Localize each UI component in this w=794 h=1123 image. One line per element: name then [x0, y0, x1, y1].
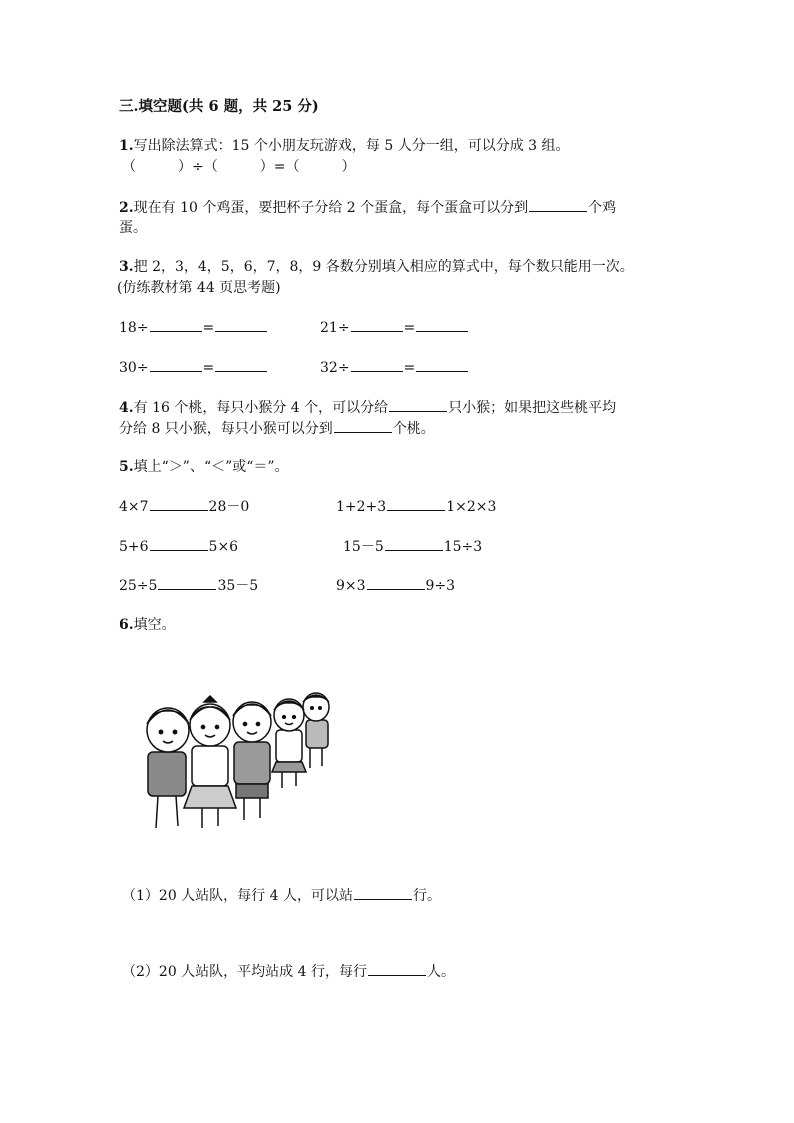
q4-stem-c: 分给 8 只小猴，每只小猴可以分到 — [119, 421, 333, 437]
q4-answer-blank-2[interactable] — [334, 418, 392, 433]
q5-item-3-blank[interactable] — [150, 536, 208, 551]
q3-item-3-blank-a[interactable] — [150, 357, 202, 372]
q5-item-6-left: 9×3 — [336, 578, 366, 594]
q1-text — [119, 136, 570, 156]
q5-text — [119, 457, 289, 477]
q3-text — [119, 257, 634, 277]
q3-item-4-eq: = — [403, 360, 416, 376]
q3-item-2 — [320, 317, 469, 338]
q6-text — [119, 615, 176, 635]
q5-item-4-right: 15÷3 — [443, 539, 483, 555]
q5-item-6 — [336, 575, 455, 596]
q5-item-1-blank[interactable] — [150, 496, 208, 511]
q6-sub1 — [122, 885, 441, 906]
q3-item-1 — [119, 317, 268, 338]
q6-sub2-stem-a: （2）20 人站队，平均站成 4 行，每行 — [122, 964, 367, 980]
child-1 — [147, 708, 189, 828]
q3-item-3-blank-b[interactable] — [215, 357, 267, 372]
q2-stem-c: 蛋。 — [119, 220, 147, 236]
q6-sub2 — [122, 961, 455, 982]
q5-item-4-blank[interactable] — [385, 536, 443, 551]
q5-item-2 — [336, 496, 496, 517]
q4-stem-b: 只小猴；如果把这些桃平均 — [448, 400, 617, 416]
q5-item-3-right: 5×6 — [208, 539, 239, 555]
q3-item-2-left: 21÷ — [320, 320, 350, 336]
q5-item-5-right: 35－5 — [217, 578, 259, 594]
q3-number: 3. — [119, 259, 134, 275]
q3-item-1-eq: = — [202, 320, 215, 336]
q6-sub1-stem-b: 行。 — [412, 888, 441, 904]
children-queue-illustration — [138, 690, 343, 840]
q3-item-4-blank-a[interactable] — [351, 357, 403, 372]
child-3 — [233, 702, 271, 820]
q6-sub1-stem-a: （1）20 人站队，每行 4 人，可以站 — [122, 888, 353, 904]
q6-stem: 填空。 — [133, 617, 176, 633]
q3-item-2-blank-b[interactable] — [416, 317, 468, 332]
section-title: 三.填空题(共 6 题，共 25 分) — [119, 98, 319, 115]
q1-stem: 写出除法算式：15 个小朋友玩游戏，每 5 人分一组，可以分成 3 组。 — [133, 138, 570, 154]
q2-text — [119, 197, 616, 218]
q4-answer-blank-1[interactable] — [389, 397, 447, 412]
q3-item-3 — [119, 357, 268, 378]
q5-item-3-left: 5+6 — [119, 539, 149, 555]
q3-note: (仿练教材第 44 页思考题) — [117, 280, 281, 296]
q4-stem-a: 有 16 个桃，每只小猴分 4 个，可以分给 — [133, 400, 389, 416]
child-2 — [184, 696, 236, 828]
q6-sub2-blank[interactable] — [368, 961, 426, 976]
q5-item-6-blank[interactable] — [367, 575, 425, 590]
child-5 — [303, 693, 329, 768]
q2-number: 2. — [119, 200, 134, 216]
q3-item-1-left: 18÷ — [119, 320, 149, 336]
q6-number: 6. — [119, 617, 134, 633]
q5-item-5-blank[interactable] — [158, 575, 216, 590]
q5-stem: 填上“＞”、“＜”或“＝”。 — [133, 459, 289, 475]
q5-item-3 — [119, 536, 238, 557]
q3-item-2-eq: = — [403, 320, 416, 336]
q2-answer-blank[interactable] — [529, 197, 587, 212]
q3-item-3-eq: = — [202, 360, 215, 376]
q6-sub1-blank[interactable] — [354, 885, 412, 900]
q5-item-1-left: 4×7 — [119, 499, 149, 515]
q2-stem-b: 个鸡 — [588, 200, 617, 216]
q5-number: 5. — [119, 459, 134, 475]
q5-item-2-right: 1×2×3 — [446, 499, 497, 515]
q3-item-4-blank-b[interactable] — [416, 357, 468, 372]
q3-item-4-left: 32÷ — [320, 360, 350, 376]
q4-text-2 — [119, 418, 435, 439]
q5-item-5 — [119, 575, 258, 596]
q3-item-2-blank-a[interactable] — [351, 317, 403, 332]
q2-stem-a: 现在有 10 个鸡蛋，要把杯子分给 2 个蛋盒，每个蛋盒可以分到 — [133, 200, 529, 216]
q3-item-3-left: 30÷ — [119, 360, 149, 376]
q5-item-1 — [119, 496, 249, 517]
q3-item-4 — [320, 357, 469, 378]
q5-item-5-left: 25÷5 — [119, 578, 158, 594]
q5-item-6-right: 9÷3 — [425, 578, 456, 594]
q1-number: 1. — [119, 138, 134, 154]
q5-item-4-left: 15－5 — [343, 539, 384, 555]
q4-number: 4. — [119, 400, 134, 416]
q5-item-4 — [343, 536, 482, 557]
q3-stem: 把 2，3，4，5，6，7，8，9 各数分别填入相应的算式中，每个数只能用一次。 — [133, 259, 634, 275]
q5-item-2-left: 1+2+3 — [336, 499, 387, 515]
q5-item-1-right: 28－0 — [208, 499, 250, 515]
q3-item-1-blank-b[interactable] — [215, 317, 267, 332]
q4-stem-d: 个桃。 — [392, 421, 435, 437]
q6-sub2-stem-b: 人。 — [426, 964, 455, 980]
child-4 — [272, 699, 306, 788]
q3-item-1-blank-a[interactable] — [150, 317, 202, 332]
q4-text — [119, 397, 616, 418]
q5-item-2-blank[interactable] — [387, 496, 445, 511]
q1-formula: （ ）÷（ ）=（ ） — [122, 159, 356, 175]
